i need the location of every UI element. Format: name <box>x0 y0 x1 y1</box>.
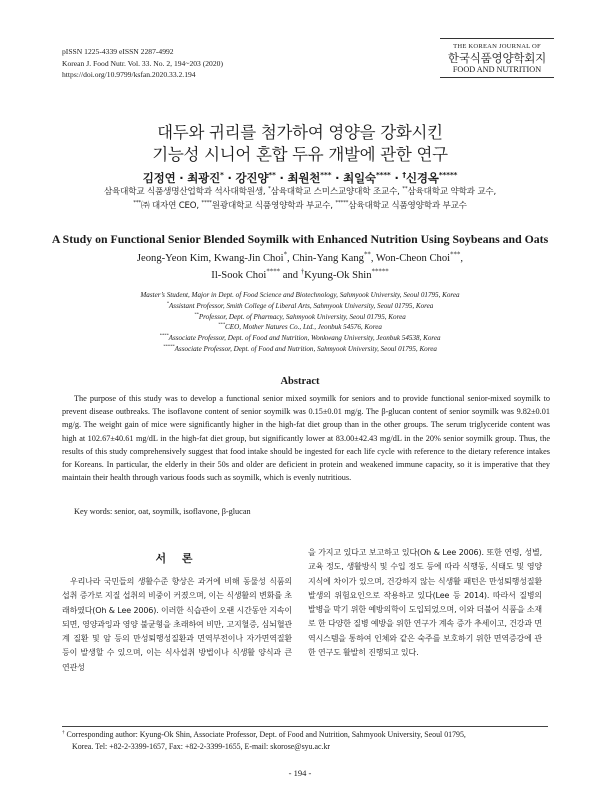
author-name: 김정연 <box>142 171 176 185</box>
english-title: A Study on Functional Senior Blended Soymilk with Enhanced Nutrition Using Soybeans and Oats <box>51 232 549 246</box>
conjunction: and <box>280 270 301 281</box>
korean-affil-line2 <box>0 200 600 214</box>
affil-mark: **** <box>159 332 169 338</box>
section-heading: 서 론 <box>155 552 199 565</box>
affil-mark: ** <box>363 251 371 259</box>
korean-affil-line1 <box>0 186 600 200</box>
affil-text: ㈜ 대자연 CEO, <box>140 200 202 211</box>
separator: · <box>223 171 236 185</box>
page-number: - 194 - <box>288 768 312 778</box>
affil-text: Associate Professor, Dept. of Food and Nutrition, Wonkwang University, Jeonbuk 54538, Korea <box>168 334 441 343</box>
korean-authors <box>0 170 600 186</box>
issn-line: pISSN 1225-4339 eISSN 2287-4992 <box>62 47 174 56</box>
journal-rule-top <box>440 38 554 39</box>
corresponding-footnote <box>62 729 548 753</box>
citation-block <box>62 46 223 81</box>
separator: · <box>331 171 344 185</box>
separator: · <box>275 171 288 185</box>
footnote-divider <box>62 726 548 727</box>
affil-mark: *** <box>218 322 225 328</box>
author-name: 최일숙 <box>343 171 376 185</box>
affil-mark: * <box>283 251 288 259</box>
english-authors <box>80 250 520 284</box>
author-name: 신경옥 <box>405 171 439 185</box>
corresponding-mark: † <box>402 170 406 180</box>
affil-mark: **** <box>201 199 212 206</box>
abstract-heading: Abstract <box>280 376 320 387</box>
author-name: , Chin-Yang Kang <box>287 253 364 264</box>
journal-logo <box>440 38 554 78</box>
footnote-line2: Korea. Tel: +82-2-3399-1657, Fax: +82-2-3399-1655, E-mail: skorose@syu.ac.kr <box>72 742 331 752</box>
author-name: 최광진 <box>187 171 220 185</box>
corresponding-mark: † <box>62 729 65 736</box>
affil-mark: *** <box>320 170 332 180</box>
affil-mark: ** <box>402 186 408 193</box>
author-name: 강진양 <box>235 171 269 185</box>
journal-name-line2: FOOD AND NUTRITION <box>452 65 542 74</box>
korean-title <box>0 122 600 166</box>
english-affil-line <box>0 301 600 312</box>
citation-line: Korean J. Food Nutr. Vol. 33. No. 2, 194~203 (2020) <box>62 58 223 68</box>
body-column-left: 우리나라 국민들의 생활수준 향상은 과거에 비해 동물성 식품의 섭취 증가로 지질 섭취의 비중이 커졌으며, 이는 식생활의 변화를 초래하였다(Oh & Lee 2006). 이러한 식습관이 오랜 시간동안 지속이 되면, 영양과잉과 영양 불균형을 초래하여 비만, 고지혈증, 심뇌혈관계 질환 및 암 등의 만성퇴행성질환과 면역부전이나 자가면역질환 등이 발생할 수 있으며, 이는 식사섭취 방법이나 식생활 양식과 큰 연관성 <box>62 577 292 672</box>
author-name: , Won-Cheon Choi <box>370 253 451 264</box>
english-affil-line <box>0 344 600 355</box>
korean-title-line1: 대두와 귀리를 첨가하여 영양을 강화시킨 <box>157 123 443 142</box>
corresponding-mark: † <box>300 268 305 276</box>
affil-mark: *** <box>133 199 141 206</box>
affil-mark: **** <box>266 268 281 276</box>
affil-text: Master’s Student, Major in Dept. of Food Science and Biotechnology, Sahmyook University, Seoul 01795, Korea <box>140 291 460 299</box>
affil-text: 삼육대학교 식품생명산업학과 석사대학원생, <box>103 187 268 197</box>
separator: · <box>175 171 188 185</box>
doi-link[interactable]: https://doi.org/10.9799/ksfan.2020.33.2.194 <box>62 70 196 79</box>
body-column-right: 을 가지고 있다고 보고하고 있다(Oh & Lee 2006). 또한 연령, 성별, 교육 정도, 생활방식 및 수입 정도 등에 따라 식행동, 식태도 및 영양지식에 차이가 있으며, 건강하지 않는 식생활 패턴은 만성퇴행성질환 발생의 위험요인으로 작용하고 있다(Lee 등 2014). 따라서 질병의 발병을 막기 위한 예방의학이 도입되었으며, 이와 더불어 식품을 소재로 한 다양한 질병 예방을 위한 연구가 계속 증가 추세이고, 건강과 면역시스템을 통하여 인체와 같은 숙주를 보호하기 위한 면역증강에 관한 연구도 활발히 진행되고 있다. <box>308 548 542 658</box>
abstract-text: The purpose of this study was to develop a functional senior mixed soymilk for seniors and to provide functional senior-mixed soymilk to prevent disease outbreaks. The isoflavone content of senior soymilk was 0.15±0.01 mg/g. The β-glucan content of senior soymilk was 9.82±0.01 mg/g. The weight gain of mice were significantly higher in the high-fat diet group than in the other groups. The serum triglyceride content was high at 102.67±40.61 mg/dL in the high-fat diet group, but significantly lower at 83.00±42.43 mg/dL in the 20% senior soymilk group. Thus, the results of this study comprehensively suggest that food intake should be ingested for each life cycle with reference to the dietary reference intakes for Koreans. In particular, the elderly in their 50s and older are deficient in protein and weakened immune capacity, so it is imperative that they maintain their health through various foods such as soymilk, which is evenly nutritious. <box>62 394 550 483</box>
korean-title-line2: 기능성 시니어 혼합 두유 개발에 관한 연구 <box>152 145 448 164</box>
affil-mark: * <box>166 300 169 306</box>
affil-text: Associate Professor, Dept. of Food and Nutrition, Sahmyook University, Seoul 01795, Korea <box>174 344 437 353</box>
affil-text: 삼육대학교 약학과 교수, <box>407 187 497 197</box>
affil-text: Assistant Professor, Smith College of Liberal Arts, Sahmyook University, Seoul 01795, Korea <box>168 301 434 310</box>
journal-rule-bottom <box>440 77 554 78</box>
separator: · <box>390 171 403 185</box>
author-name: 최원천 <box>287 171 321 185</box>
keywords: Key words: senior, oat, soymilk, isoflavone, β-glucan <box>74 507 251 516</box>
footnote-line1 <box>62 729 548 741</box>
english-affil-line <box>0 322 600 333</box>
affil-mark: ***** <box>335 199 349 206</box>
affil-text: CEO, Mother Natures Co., Ltd., Jeonbuk 54576, Korea <box>225 323 382 332</box>
affil-mark: ** <box>194 311 199 317</box>
english-affil-line <box>0 290 600 301</box>
english-affil-line <box>0 333 600 344</box>
affil-mark: * <box>268 186 271 193</box>
separator: , <box>460 253 464 264</box>
affil-mark: ***** <box>163 343 175 349</box>
english-affil-line <box>0 312 600 323</box>
english-authors-line2 <box>80 267 520 284</box>
author-name: Jeong-Yeon Kim, Kwang-Jin Choi <box>136 253 284 264</box>
journal-name-line1: THE KOREAN JOURNAL OF <box>453 43 541 50</box>
affil-mark: **** <box>375 170 391 180</box>
affil-text: Professor, Dept. of Pharmacy, Sahmyook University, Seoul 01795, Korea <box>198 312 406 321</box>
affil-mark: * <box>220 170 224 180</box>
affil-text: 삼육대학교 식품영양학과 부교수 <box>348 200 467 211</box>
journal-name-korean: 한국식품영양학회지 <box>447 51 547 65</box>
affil-mark: ** <box>268 170 276 180</box>
author-name: Il-Sook Choi <box>211 270 267 281</box>
affil-text: 원광대학교 식품영양학과 부교수, <box>211 200 336 211</box>
footnote-text: Corresponding author: Kyung-Ok Shin, Associate Professor, Dept. of Food and Nutrition, Sahmyook University, Seoul 01795, <box>64 730 466 739</box>
affil-mark: *** <box>450 251 461 259</box>
affil-mark: ***** <box>438 170 458 180</box>
english-authors-line1 <box>80 250 520 267</box>
korean-affiliations <box>0 186 600 213</box>
author-name: Kyung-Ok Shin <box>304 270 372 281</box>
affil-mark: ***** <box>371 268 389 276</box>
affil-text: 삼육대학교 스미스교양대학 조교수, <box>270 187 403 197</box>
english-affiliations <box>0 290 600 355</box>
